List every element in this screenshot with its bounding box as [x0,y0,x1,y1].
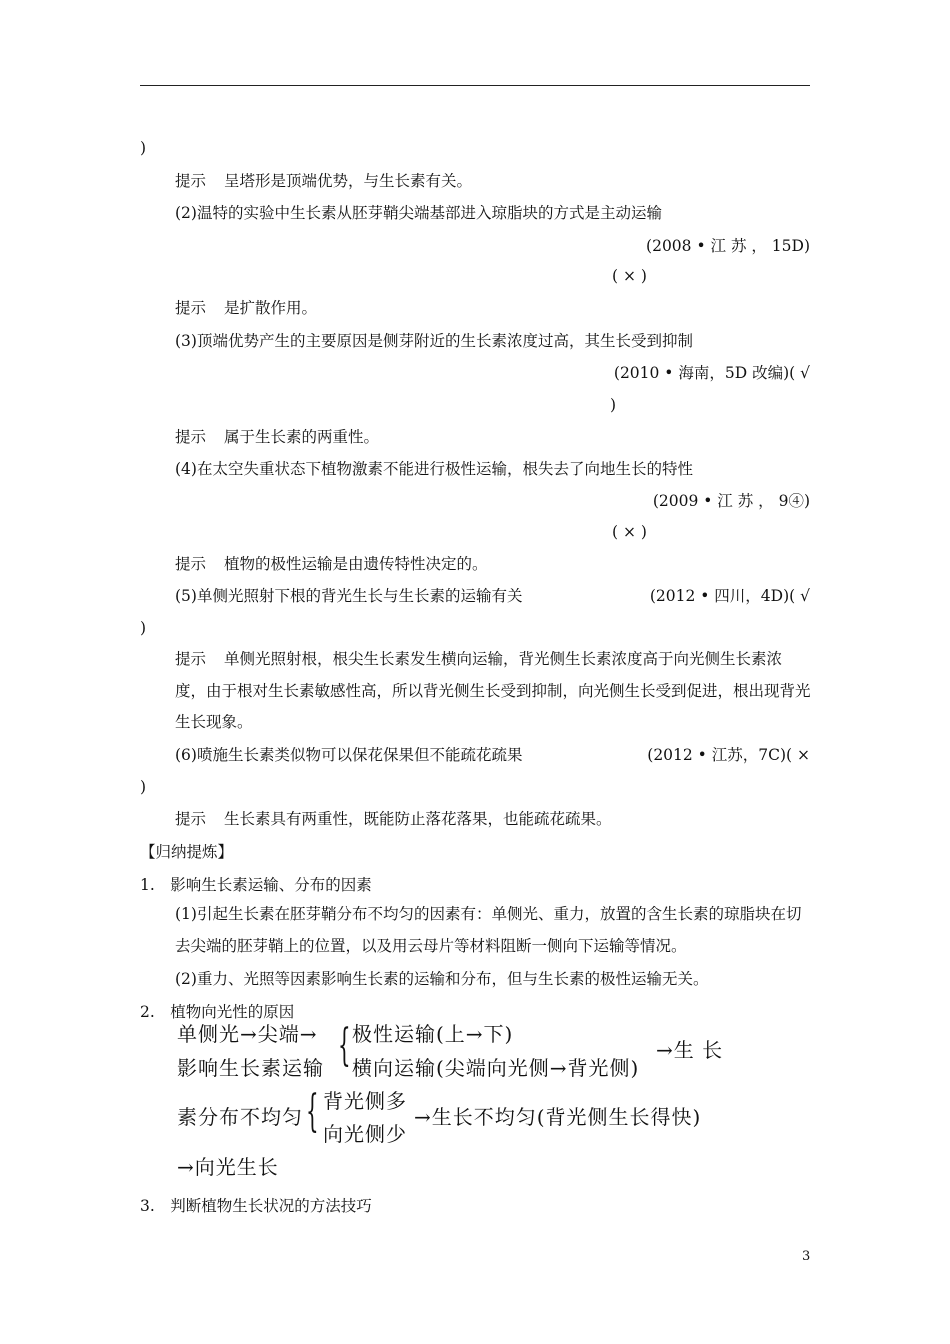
diagram-text-a1: 单侧光→尖端→ [177,1022,318,1046]
hint-text: 生长素具有两重性，既能防止落花落果，也能疏花疏果。 [224,810,612,828]
section-1-heading: 1. 影响生长素运输、分布的因素 [140,876,372,894]
hint-label: 提示 [175,810,207,828]
diagram-text-a2: 影响生长素运输 [177,1056,324,1080]
question-3-source: (2010 • 海南，5D 改编)( √ [613,364,810,382]
closing-paren: ) [140,139,147,157]
question-5-close: ) [140,619,147,637]
section-3-heading: 3. 判断植物生长状况的方法技巧 [140,1197,372,1215]
question-2-answer: ( × ) [612,267,647,285]
diagram-text-f: →生长不均匀(背光侧生长得快) [414,1105,702,1129]
question-2-source: (2008 • 江 苏 ， 15D) [646,237,810,255]
diagram-text-d1: 素分布不均匀 [177,1105,303,1129]
question-3: (3)顶端优势产生的主要原因是侧芽附近的生长素浓度过高，其生长受到抑制 [175,332,693,350]
hint-label: 提示 [175,555,207,573]
question-6: (6)喷施生长素类似物可以保花保果但不能疏花疏果 [175,746,523,764]
diagram-text-b1: 极性运输(上→下) [352,1022,514,1046]
hint-line [175,171,472,191]
header-rule [140,85,810,86]
hint-text: 属于生长素的两重性。 [224,428,380,446]
hint-text: 是扩散作用。 [224,299,318,317]
diagram-text-g: →向光生长 [177,1155,279,1179]
diagram-text-e2: 向光侧少 [323,1122,407,1146]
question-2: (2)温特的实验中生长素从胚芽鞘尖端基部进入琼脂块的方式是主动运输 [175,204,662,222]
hint-label: 提示 [175,428,207,446]
hint-text: 单侧光照射根，根尖生长素发生横向运输，背光侧生长素浓度高于向光侧生长素浓度，由于根对生长素敏感性高，所以背光侧生长受到抑制，向光侧生长受到促进，根出现背光生长现象。 [175,650,811,731]
question-5: (5)单侧光照射下根的背光生长与生长素的运输有关 [175,587,523,605]
hint-label: 提示 [175,172,207,190]
question-6-close: ) [140,778,147,796]
hint-text: 呈塔形是顶端优势，与生长素有关。 [224,172,473,190]
diagram-text-c: →生 长 [656,1038,724,1062]
hint-line [175,809,612,829]
section-1-item-2: (2)重力、光照等因素影响生长素的运输和分布，但与生长素的极性运输无关。 [175,970,709,988]
question-5-source: (2012 • 四川，4D)( √ [649,587,810,605]
hint-text: 植物的极性运输是由遗传特性决定的。 [224,555,488,573]
diagram-text-e1: 背光侧多 [323,1089,407,1113]
left-brace-icon: { [338,1020,351,1071]
summary-heading: 【归纳提炼】 [140,843,234,861]
hint-line [175,554,488,574]
hint-paragraph [175,644,811,739]
question-4-source: (2009 • 江 苏 ， 9④) [652,492,810,510]
left-brace-icon: { [306,1086,319,1137]
section-1-item-1: (1)引起生长素在胚芽鞘分布不均匀的因素有：单侧光、重力，放置的含生长素的琼脂块在切去尖端的胚芽鞘上的位置，以及用云母片等材料阻断一侧向下运输等情况。 [175,905,802,955]
section-2-heading: 2. 植物向光性的原因 [140,1003,295,1021]
diagram-text-b2: 横向运输(尖端向光侧→背光侧) [352,1056,640,1080]
hint-line [175,427,379,447]
hint-label: 提示 [175,650,207,668]
question-3-close: ) [610,396,617,414]
question-4: (4)在太空失重状态下植物激素不能进行极性运输，根失去了向地生长的特性 [175,460,693,478]
hint-label: 提示 [175,299,207,317]
question-4-answer: ( × ) [612,523,647,541]
question-6-source: (2012 • 江苏，7C)( × [647,746,810,764]
page-number: 3 [802,1249,811,1264]
hint-line [175,298,317,318]
